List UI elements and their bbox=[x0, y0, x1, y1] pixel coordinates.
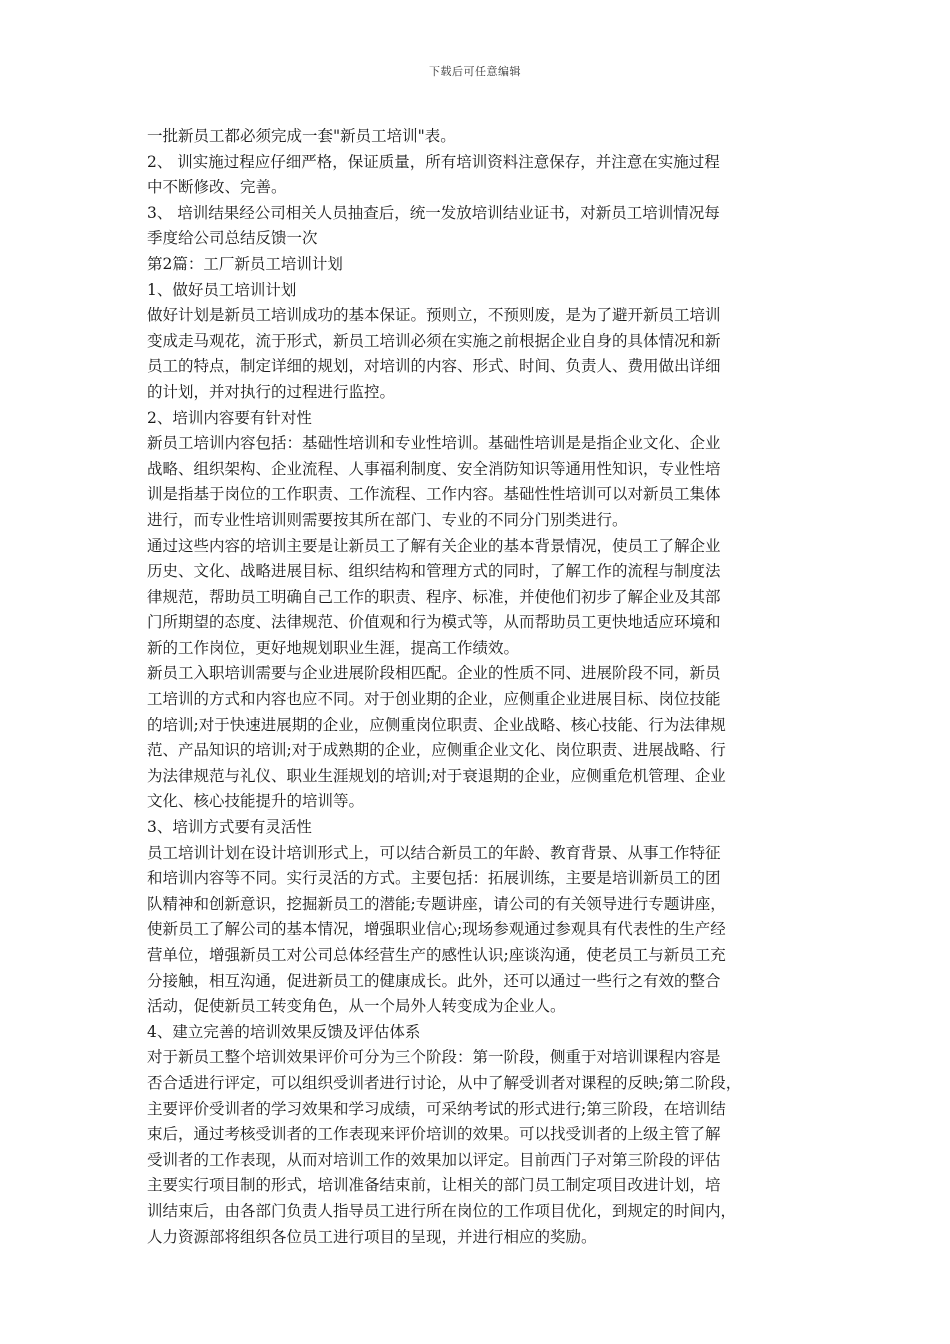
subsection-heading: 3、培训方式要有灵活性 bbox=[147, 818, 312, 837]
text-line: 束后，通过考核受训者的工作表现来评价培训的效果。可以找受训者的上级主管了解 bbox=[147, 1125, 721, 1144]
text-line: 使新员工了解公司的基本情况，增强职业信心;现场参观通过参观具有代表性的生产经 bbox=[147, 920, 726, 939]
text-line: 文化、核心技能提升的培训等。 bbox=[147, 792, 365, 811]
text-line: 员工培训计划在设计培训形式上，可以结合新员工的年龄、教育背景、从事工作特征 bbox=[147, 843, 721, 862]
text-line: 主要评价受训者的学习效果和学习成绩，可采纳考试的形式进行;第三阶段，在培训结 bbox=[147, 1099, 726, 1118]
document-body bbox=[147, 124, 809, 1250]
text-line: 新的工作岗位，更好地规划职业生涯，提高工作绩效。 bbox=[147, 638, 520, 657]
text-line: 中不断修改、完善。 bbox=[147, 178, 287, 197]
text-line: 季度给公司总结反馈一次 bbox=[147, 229, 318, 248]
text-line: 否合适进行评定，可以组织受训者进行讨论，从中了解受训者对课程的反映;第二阶段， bbox=[147, 1073, 742, 1092]
text-line: 的计划，并对执行的过程进行监控。 bbox=[147, 382, 396, 401]
text-line: 活动，促使新员工转变角色，从一个局外人转变成为企业人。 bbox=[147, 997, 566, 1016]
text-line: 分接触，相互沟通，促进新员工的健康成长。此外，还可以通过一些行之有效的整合 bbox=[147, 971, 721, 990]
text-line: 历史、文化、战略进展目标、组织结构和管理方式的同时，了解工作的流程与制度法 bbox=[147, 562, 721, 581]
text-line: 工培训的方式和内容也应不同。对于创业期的企业，应侧重企业进展目标、岗位技能 bbox=[147, 690, 721, 709]
text-line: 人力资源部将组织各位员工进行项目的呈现，并进行相应的奖励。 bbox=[147, 1227, 597, 1246]
text-line: 队精神和创新意识，挖掘新员工的潜能;专题讲座，请公司的有关领导进行专题讲座， bbox=[147, 894, 726, 913]
text-line: 2、 训实施过程应仔细严格，保证质量，所有培训资料注意保存，并注意在实施过程 bbox=[147, 152, 720, 171]
page-header: 下载后可任意编辑 bbox=[429, 65, 521, 78]
text-line: 战略、组织架构、企业流程、人事福利制度、安全消防知识等通用性知识，专业性培 bbox=[147, 459, 721, 478]
text-line: 训结束后，由各部门负责人指导员工进行所在岗位的工作项目优化，到规定的时间内， bbox=[147, 1201, 737, 1220]
text-line: 变成走马观花，流于形式，新员工培训必须在实施之前根据企业自身的具体情况和新 bbox=[147, 331, 721, 350]
text-line: 3、 培训结果经公司相关人员抽查后，统一发放培训结业证书，对新员工培训情况每 bbox=[147, 203, 720, 222]
subsection-heading: 4、建立完善的培训效果反馈及评估体系 bbox=[147, 1022, 421, 1041]
text-line: 门所期望的态度、法律规范、价值观和行为模式等，从而帮助员工更快地适应环境和 bbox=[147, 613, 721, 632]
text-line: 通过这些内容的培训主要是让新员工了解有关企业的基本背景情况，使员工了解企业 bbox=[147, 536, 721, 555]
text-line: 的培训;对于快速进展期的企业，应侧重岗位职责、企业战略、核心技能、行为法律规 bbox=[147, 715, 726, 734]
text-line: 训是指基于岗位的工作职责、工作流程、工作内容。基础性性培训可以对新员工集体 bbox=[147, 485, 721, 504]
text-line: 受训者的工作表现，从而对培训工作的效果加以评定。目前西门子对第三阶段的评估 bbox=[147, 1150, 721, 1169]
subsection-heading: 1、做好员工培训计划 bbox=[147, 280, 297, 299]
text-line: 做好计划是新员工培训成功的基本保证。预则立，不预则废，是为了避开新员工培训 bbox=[147, 306, 721, 325]
text-line: 员工的特点，制定详细的规划，对培训的内容、形式、时间、负责人、费用做出详细 bbox=[147, 357, 721, 376]
text-line: 和培训内容等不同。实行灵活的方式。主要包括：拓展训练，主要是培训新员工的团 bbox=[147, 869, 721, 888]
text-line: 对于新员工整个培训效果评价可分为三个阶段：第一阶段，侧重于对培训课程内容是 bbox=[147, 1048, 721, 1067]
text-line: 新员工培训内容包括：基础性培训和专业性培训。基础性培训是是指企业文化、企业 bbox=[147, 434, 721, 453]
text-line: 新员工入职培训需要与企业进展阶段相匹配。企业的性质不同、进展阶段不同，新员 bbox=[147, 664, 721, 683]
text-line: 为法律规范与礼仪、职业生涯规划的培训;对于衰退期的企业，应侧重危机管理、企业 bbox=[147, 766, 726, 785]
text-line: 律规范，帮助员工明确自己工作的职责、程序、标准，并使他们初步了解企业及其部 bbox=[147, 587, 721, 606]
section-heading: 第2篇：工厂新员工培训计划 bbox=[147, 254, 343, 273]
subsection-heading: 2、培训内容要有针对性 bbox=[147, 408, 312, 427]
text-line: 营单位，增强新员工对公司总体经营生产的感性认识;座谈沟通，使老员工与新员工充 bbox=[147, 946, 726, 964]
text-line: 范、产品知识的培训;对于成熟期的企业，应侧重企业文化、岗位职责、进展战略、行 bbox=[147, 741, 726, 760]
text-line: 进行，而专业性培训则需要按其所在部门、专业的不同分门别类进行。 bbox=[147, 510, 628, 529]
text-line: 主要实行项目制的形式，培训准备结束前，让相关的部门员工制定项目改进计划，培 bbox=[147, 1176, 721, 1195]
text-line: 一批新员工都必须完成一套"新员工培训"表。 bbox=[147, 127, 456, 145]
